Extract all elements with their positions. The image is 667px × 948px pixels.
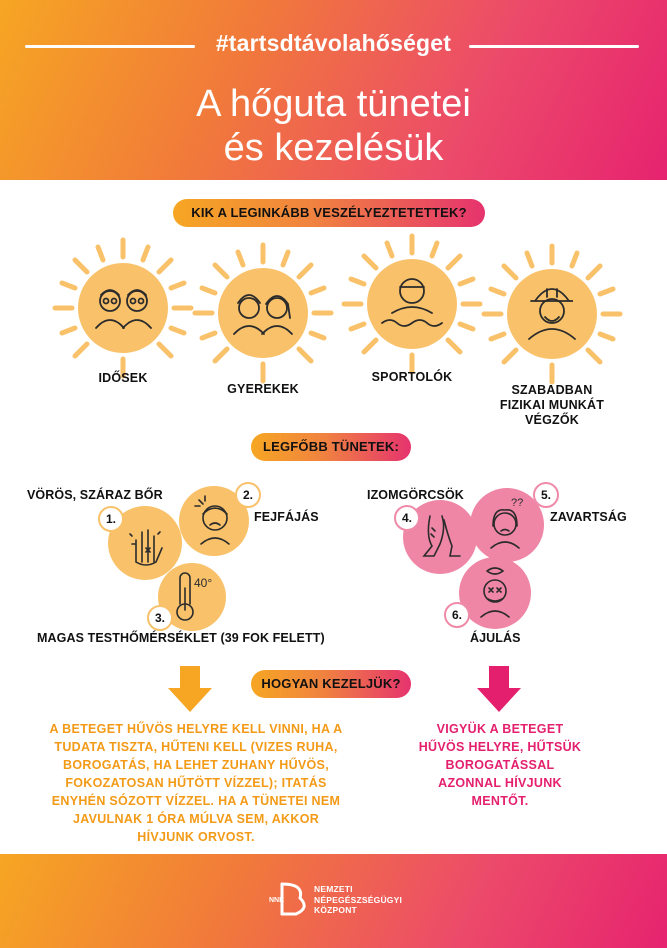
arrow-down-pink-icon [477,666,521,712]
symptoms-heading: LEGFŐBB TÜNETEK: [251,433,411,461]
treatment-heading: HOGYAN KEZELJÜK? [251,670,411,698]
headache-face-icon [193,494,237,546]
title-line-1: A hőguta tünetei [196,83,471,125]
dizzy-man-icon [473,565,519,621]
symptom-number-3: 3. [147,605,173,631]
symptom-label-headache: FEJFÁJÁS [254,510,319,524]
symptom-number-4: 4. [394,505,420,531]
symptom-number-2: 2. [235,482,261,508]
symptom-label-fainting: ÁJULÁS [470,631,521,645]
group-label-outdoor-workers: SZABADBAN FIZIKAI MUNKÁT VÉGZŐK [499,383,605,427]
arrow-down-orange-icon [168,666,212,712]
leg-cramp-icon [416,512,464,562]
symptom-number-5: 5. [533,482,559,508]
treatment-text-emergency: VIGYÜK A BETEGET HŰVÖS HELYRE, HŰTSÜK BOROGATÁSSAL AZONNAL HÍVJUNK MENTŐT. [418,722,582,808]
symptom-label-muscle-cramps: IZOMGÖRCSÖK [367,488,464,502]
svg-text:??: ?? [511,497,524,509]
construction-worker-icon [477,239,627,389]
hashtag: #tartsdtávolahőséget [215,30,452,56]
elderly-couple-icon [48,233,198,383]
confused-woman-icon [483,494,529,550]
svg-text:NNK: NNK [269,897,285,904]
footer-logo-text: NEMZETI NÉPEGÉSZSÉGÜGYI KÖZPONT [314,884,403,915]
page-title [0,82,667,170]
treatment-text-home-care: A BETEGET HŰVÖS HELYRE KELL VINNI, HA A TUDATA TISZTA, HŰTENI KELL (VIZES RUHA, BOROGATÁS, HA LEHET ZUHANY HŰVÖS, FOKOZATOSAN HŰTÖTT VÍZZEL); ITATÁS ENYHÉN SÓZOTT VÍZZEL. HA A TÜNETEI NEM JAVULNAK 1 ÓRA MÚLVA SEM, AKKOR HÍVJUNK ORVOST. [49,722,343,844]
group-label-children: GYEREKEK [227,382,299,396]
symptom-number-1: 1. [98,506,124,532]
group-label-elderly: IDŐSEK [98,371,148,385]
symptom-label-high-temperature: MAGAS TESTHŐMÉRSÉKLET (39 FOK FELETT) [37,631,325,645]
group-label-athletes: SPORTOLÓK [371,370,453,384]
nnk-logo-icon [268,880,310,918]
symptom-label-red-dry-skin: VÖRÖS, SZÁRAZ BŐR [27,488,163,502]
rash-hand-icon [124,518,168,568]
swimmer-icon [337,229,487,379]
symptom-label-confusion: ZAVARTSÁG [550,510,627,524]
thermometer-icon [170,570,216,624]
svg-text:40°: 40° [194,576,213,590]
title-line-2: és kezelésük [223,127,444,169]
children-icon [188,238,338,388]
symptom-number-6: 6. [444,602,470,628]
groups-heading: KIK A LEGINKÁBB VESZÉLYEZTETETTEK? [173,199,485,227]
